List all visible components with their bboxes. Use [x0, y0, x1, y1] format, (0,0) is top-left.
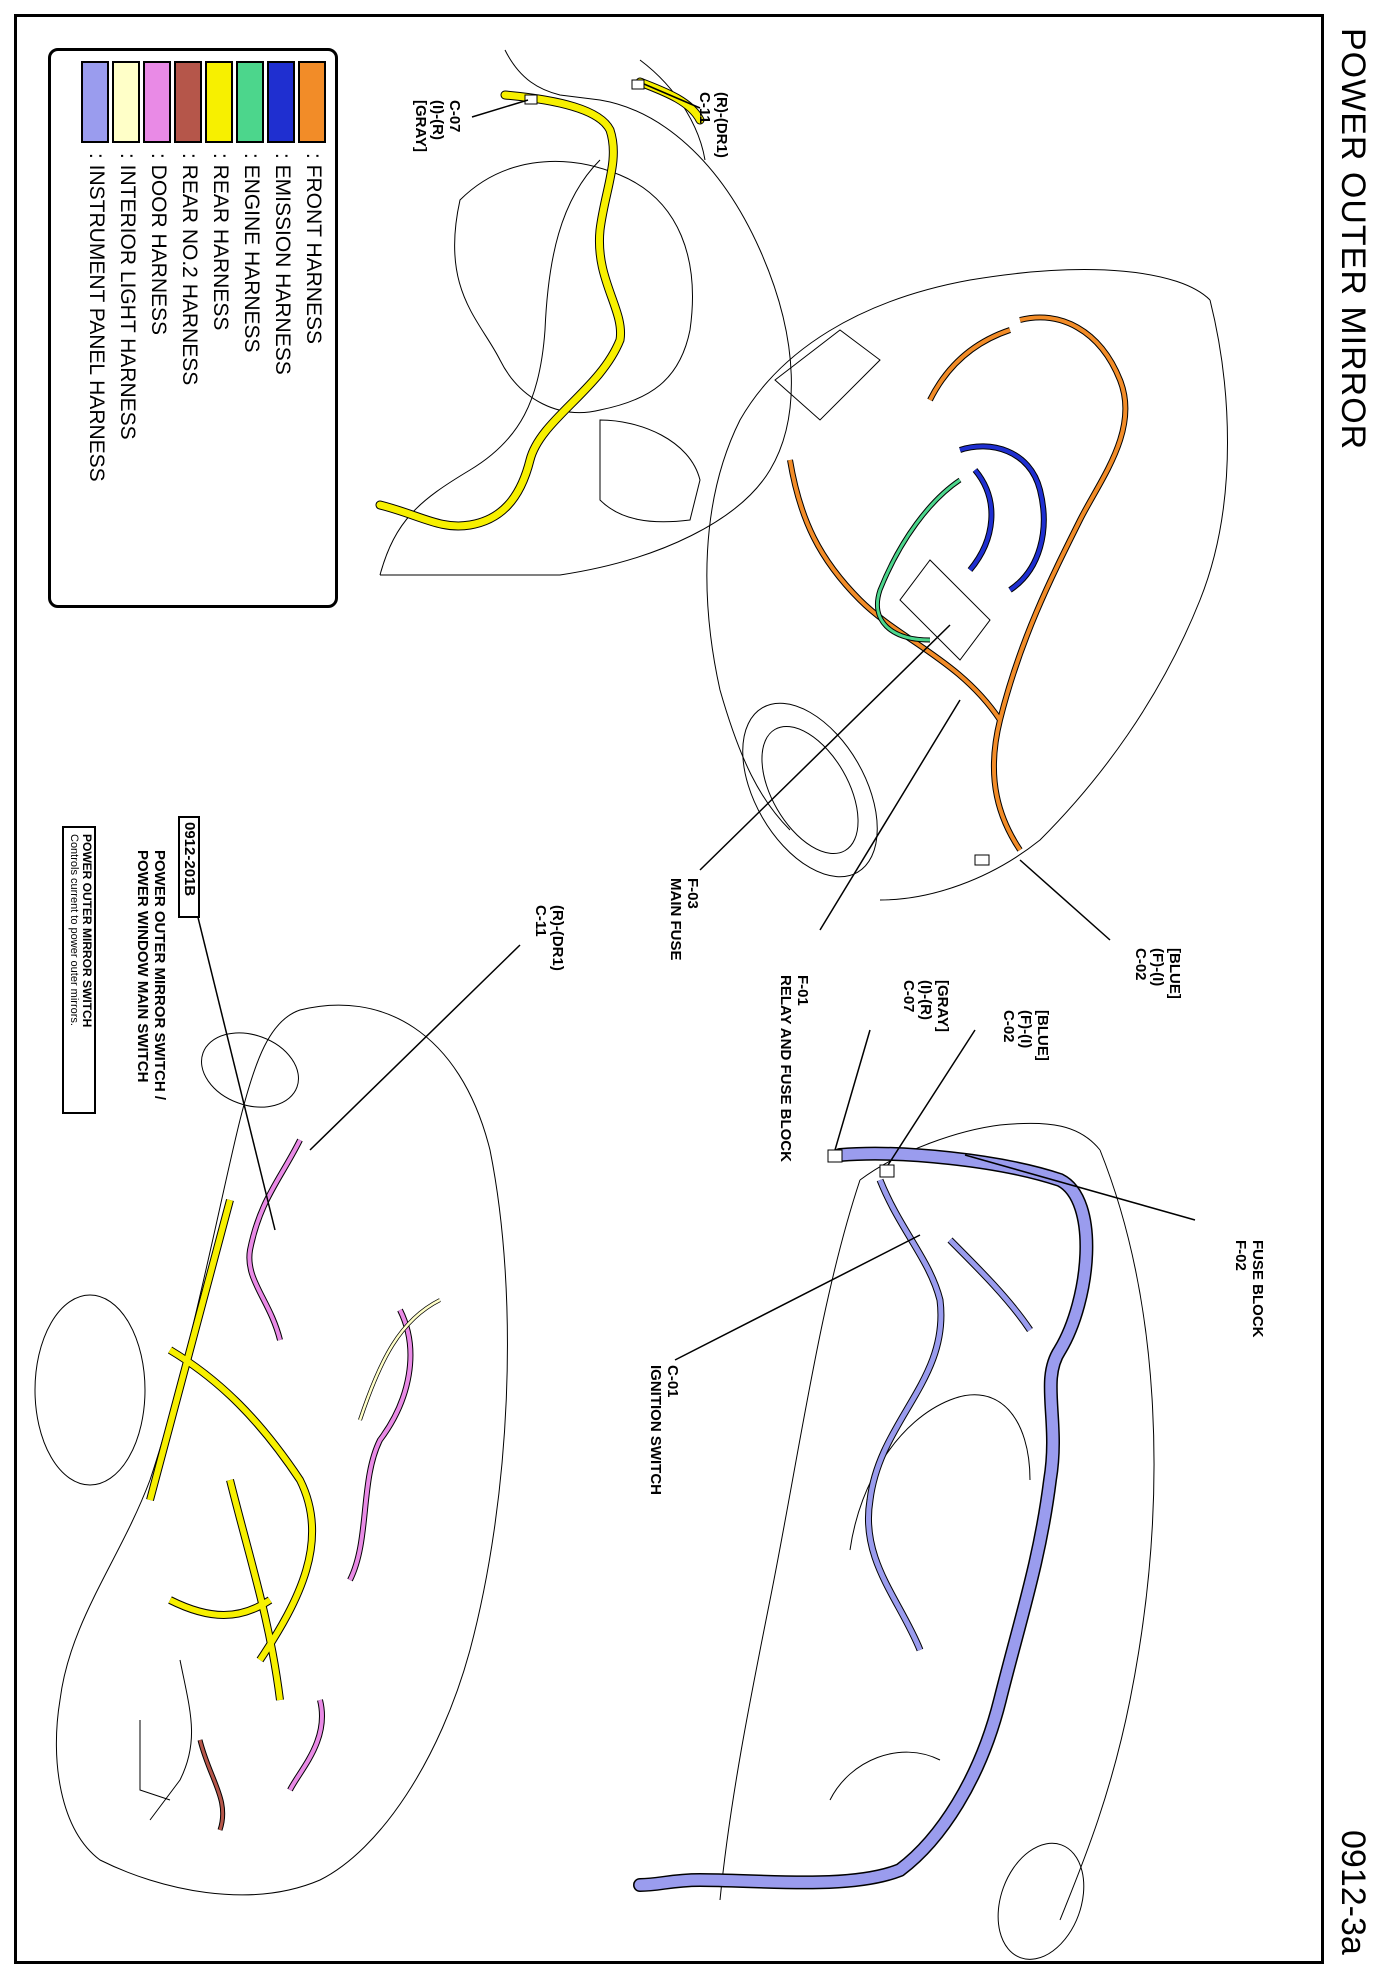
leader-c11-body	[310, 945, 520, 1150]
page-title: POWER OUTER MIRROR	[1334, 28, 1372, 451]
body-rear-harness-wire	[150, 1200, 312, 1700]
label-f02-code: F-02	[1232, 1240, 1249, 1271]
leader-switch	[190, 885, 275, 1230]
leader-c01	[675, 1235, 920, 1360]
label-c02-ip-code: C-02	[1000, 1010, 1017, 1043]
label-c01-code: C-01	[664, 1365, 681, 1398]
label-f02-name: FUSE BLOCK	[1249, 1240, 1266, 1338]
body-rear-no2-wire	[200, 1740, 223, 1830]
label-f01-name: RELAY AND FUSE BLOCK	[777, 975, 794, 1162]
connector-c02-engine	[975, 855, 1110, 940]
label-c02-engine-code: C-02	[1132, 948, 1149, 981]
legend-label: : REAR NO.2 HARNESS	[178, 153, 201, 386]
label-c02-ip-color: [BLUE]	[1034, 1010, 1051, 1061]
note-heading: POWER OUTER MIRROR SWITCH	[80, 834, 94, 1028]
label-c07-door-code: C-07	[446, 100, 463, 133]
label-c07-ip-color: [GRAY]	[934, 980, 951, 1032]
label-f03-code: F-03	[684, 878, 701, 909]
note-text: Controls current to power outer mirrors.	[68, 834, 80, 1026]
body-door-harness-outline	[249, 1140, 410, 1790]
label-switch-line1: POWER OUTER MIRROR SWITCH /	[151, 850, 168, 1100]
label-f01-code: F-01	[794, 975, 811, 1006]
emission-harness-wire	[960, 446, 1044, 590]
body-rear-harness-outline	[150, 1200, 312, 1700]
label-c02-ip-pins: (F)-(I)	[1017, 1010, 1034, 1049]
label-c07-ip-code: C-07	[900, 980, 917, 1013]
legend-label: : FRONT HARNESS	[302, 153, 325, 344]
label-c11-body-code: C-11	[532, 905, 549, 937]
legend-label: : INSTRUMENT PANEL HARNESS	[85, 153, 108, 482]
leader-f01	[820, 700, 960, 930]
label-c11-door-code: C-11	[696, 92, 713, 124]
ip-harness-branch	[868, 1180, 1030, 1650]
rear-harness-wire-door-fill	[380, 95, 621, 526]
front-harness-wire	[790, 318, 1125, 851]
connector-c07-ip	[828, 1030, 870, 1162]
ip-harness-branch-outline	[868, 1180, 1030, 1650]
legend-label: : ENGINE HARNESS	[240, 153, 263, 353]
label-c07-door-pins: (I)-(R)	[429, 100, 446, 140]
legend-label: : REAR HARNESS	[209, 153, 232, 331]
leader-f03	[700, 625, 950, 870]
label-c02-engine-pins: (F)-(I)	[1149, 948, 1166, 987]
label-c07-ip-pins: (I)-(R)	[917, 980, 934, 1020]
body-view	[35, 1005, 507, 1895]
engine-harness-wire	[877, 480, 960, 640]
component-ref: 0912-201B	[181, 822, 198, 897]
note-box	[62, 826, 96, 1114]
component-ref-box	[178, 816, 200, 918]
legend-label: : DOOR HARNESS	[147, 153, 170, 336]
label-c11-door-pins: (R)-(DR1)	[713, 92, 730, 158]
front-harness-outline	[790, 318, 1125, 851]
body-door-harness-wire	[249, 1140, 410, 1790]
label-c02-engine-color: [BLUE]	[1166, 948, 1183, 999]
rear-harness-wire-door	[380, 95, 621, 526]
engine-bay-view	[707, 270, 1228, 900]
page-code: 0912-3a	[1334, 1830, 1372, 1955]
label-f03-name: MAIN FUSE	[667, 878, 684, 961]
legend-label: : EMISSION HARNESS	[271, 153, 294, 375]
engine-harness-outline	[877, 480, 960, 640]
label-c07-door-color: [GRAY]	[412, 100, 429, 152]
label-switch-line2: POWER WINDOW MAIN SWITCH	[134, 850, 151, 1083]
legend-label: : INTERIOR LIGHT HARNESS	[116, 153, 139, 440]
label-c11-body-pins: (R)-(DR1)	[549, 905, 566, 971]
label-c01-name: IGNITION SWITCH	[647, 1365, 664, 1495]
